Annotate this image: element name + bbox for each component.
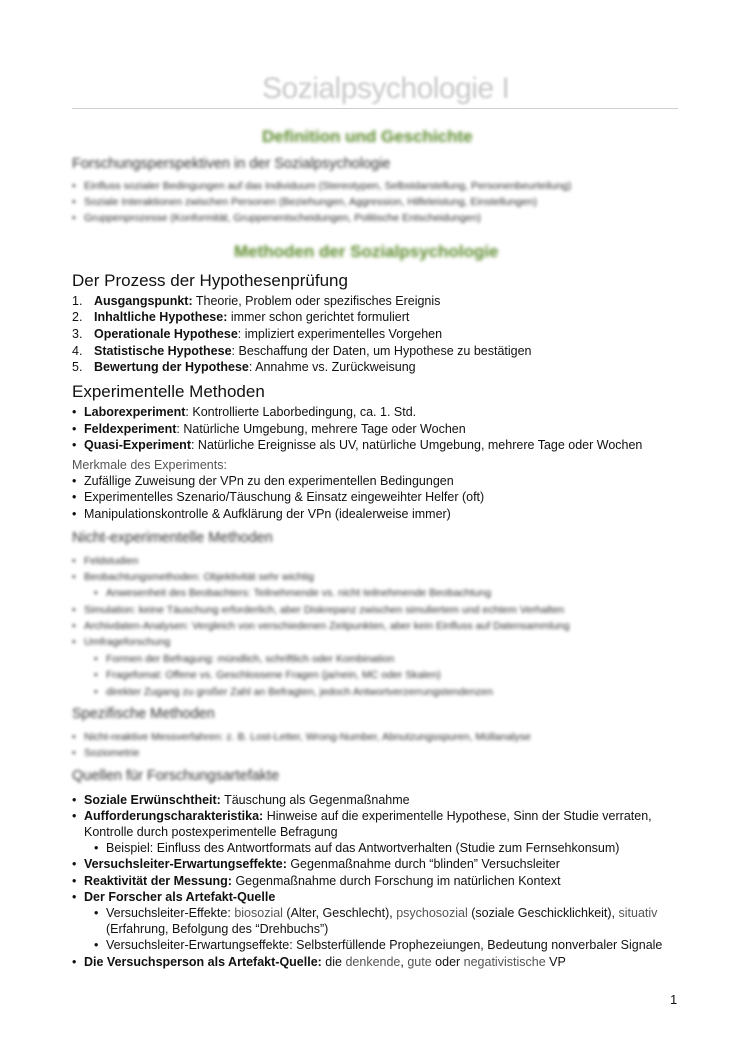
list-item: 4. Statistische Hypothese: Beschaffung der Daten, um Hypothese zu bestätigen [72, 344, 532, 358]
list-item: • Die Versuchsperson als Artefakt-Quelle: die denkende, gute oder negativistische VP [72, 955, 566, 969]
list-item: • Versuchsleiter-Erwartungseffekte: Selbsterfüllende Prophezeiungen, Bedeutung nonverbaler Signale [94, 938, 663, 952]
list-item: • Nicht-reaktive Messverfahren: z. B. Lost-Letter, Wrong-Number, Abnutzungsspuren, Müllanalyse [72, 731, 531, 743]
list-item: • Simulation: keine Täuschung erforderlich, aber Diskrepanz zwischen simuliertem und echtem Verhalten [72, 604, 565, 616]
list-item: • Der Forscher als Artefakt-Quelle [72, 890, 276, 904]
merkmale-label: Merkmale des Experiments: [72, 458, 227, 472]
document-title: Sozialpsychologie I [262, 72, 510, 105]
list-item: • Beobachtungsmethoden: Objektivität sehr wichtig [72, 571, 314, 583]
page-number: 1 [670, 992, 678, 1007]
list-item: • Feldexperiment: Natürliche Umgebung, mehrere Tage oder Wochen [72, 422, 466, 436]
list-item: • Soziale Interaktionen zwischen Personen (Beziehungen, Aggression, Hilfeleistung, Einstellungen) [72, 196, 537, 208]
list-item: • Umfrageforschung [72, 636, 171, 648]
list-item: • Versuchsleiter-Erwartungseffekte: Gegenmaßnahme durch “blinden” Versuchsleiter [72, 857, 560, 871]
list-item: • Soziometrie [72, 747, 140, 759]
list-item: 1. Ausgangspunkt: Theorie, Problem oder spezifisches Ereignis [72, 294, 441, 308]
list-item: • Fragefomat: Offene vs. Geschlossene Fragen (ja/nein, MC oder Skalen) [94, 669, 441, 681]
list-item-continuation: (Erfahrung, Befolgung des “Drehbuchs”) [106, 922, 329, 936]
list-item: • Laborexperiment: Kontrollierte Laborbedingung, ca. 1. Std. [72, 405, 417, 419]
list-item: • Soziale Erwünschtheit: Täuschung als Gegenmaßnahme [72, 793, 410, 807]
list-item: • Anwesenheit des Beobachters: Teilnehmende vs. nicht teilnehmende Beobachtung [94, 587, 492, 599]
list-item: • Aufforderungscharakteristika: Hinweise auf die experimentelle Hypothese, Sinn der Studie verraten, [72, 809, 652, 823]
section-heading-definition: Definition und Geschichte [262, 127, 473, 146]
section-heading-methoden: Methoden der Sozialpsychologie [234, 242, 499, 261]
list-item: • Zufällige Zuweisung der VPn zu den experimentellen Bedingungen [72, 474, 454, 488]
list-item: • Gruppenprozesse (Konformität, Gruppenentscheidungen, Politische Entscheidungen) [72, 212, 481, 224]
list-item-continuation: Kontrolle durch postexperimentelle Befragung [84, 825, 338, 839]
list-item: 5. Bewertung der Hypothese: Annahme vs. Zurückweisung [72, 360, 416, 374]
subheading-forschungsperspektiven: Forschungsperspektiven in der Sozialpsychologie [72, 156, 391, 172]
list-item: • Versuchsleiter-Effekte: biosozial (Alter, Geschlecht), psychosozial (soziale Geschicklichkeit), situativ [94, 906, 658, 920]
list-item: • Feldstudien [72, 555, 139, 567]
list-item: 2. Inhaltliche Hypothese: immer schon gerichtet formuliert [72, 310, 410, 324]
list-item: • Quasi-Experiment: Natürliche Ereignisse als UV, natürliche Umgebung, mehrere Tage oder Wochen [72, 438, 643, 452]
list-item: • Archivdaten-Analysen: Vergleich von verschiedenen Zeitpunkten, aber kein Einfluss auf Datensammlung [72, 620, 570, 632]
heading-spezifische-methoden: Spezifische Methoden [72, 706, 215, 722]
list-item: • Experimentelles Szenario/Täuschung & Einsatz eingeweihter Helfer (oft) [72, 490, 485, 504]
heading-nicht-experimentelle-methoden: Nicht-experimentelle Methoden [72, 530, 273, 546]
heading-experimentelle-methoden: Experimentelle Methoden [72, 382, 265, 401]
list-item: • Beispiel: Einfluss des Antwortformats auf das Antwortverhalten (Studie zum Fernsehkonsum) [94, 841, 620, 855]
title-divider [72, 108, 678, 109]
heading-hypothesenpruefung: Der Prozess der Hypothesenprüfung [72, 271, 348, 290]
list-item: • Einfluss sozialer Bedingungen auf das Individuum (Stereotypen, Selbstdarstellung, Personenbeurteilung) [72, 180, 572, 192]
list-item: • Reaktivität der Messung: Gegenmaßnahme durch Forschung im natürlichen Kontext [72, 874, 561, 888]
list-item: 3. Operationale Hypothese: impliziert experimentelles Vorgehen [72, 327, 443, 341]
list-item: • direkter Zugang zu großer Zahl an Befragten, jedoch Antwortverzerrungstendenzen [94, 686, 493, 698]
heading-forschungsartefakte: Quellen für Forschungsartefakte [72, 768, 280, 784]
list-item: • Formen der Befragung: mündlich, schriftlich oder Kombination [94, 653, 395, 665]
list-item: • Manipulationskontrolle & Aufklärung der VPn (idealerweise immer) [72, 507, 451, 521]
